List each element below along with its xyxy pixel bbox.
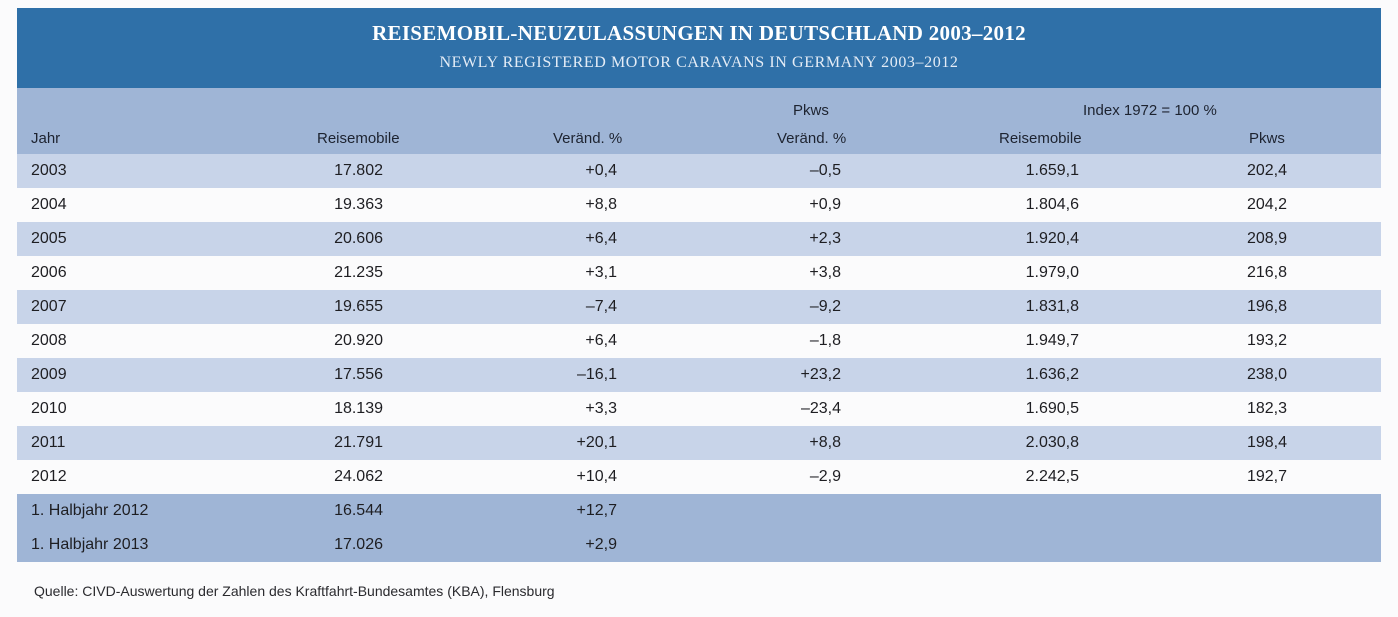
source-note: Quelle: CIVD-Auswertung der Zahlen des Kraftfahrt-Bundesamtes (KBA), Flensburg — [34, 583, 555, 599]
cell-year: 2006 — [31, 264, 67, 281]
cell-veraend-reisemobile: +10,4 — [576, 468, 617, 485]
cell-year: 2004 — [31, 196, 67, 213]
cell-reisemobile: 24.062 — [334, 468, 383, 485]
cell-index-pkws: 202,4 — [1246, 162, 1287, 179]
table-row — [17, 460, 1381, 494]
cell-index-reisemobile: 1.831,8 — [1025, 298, 1079, 315]
cell-veraend-reisemobile: +0,4 — [585, 162, 617, 179]
cell-index-pkws: 193,2 — [1246, 332, 1287, 349]
cell-veraend-pkws: +3,8 — [809, 264, 841, 281]
cell-index-reisemobile: 1.636,2 — [1025, 366, 1079, 383]
title-bar — [17, 8, 1381, 88]
header-index-group: Index 1972 = 100 % — [1083, 102, 1217, 119]
cell-index-pkws: 196,8 — [1246, 298, 1287, 315]
cell-reisemobile: 17.556 — [334, 366, 383, 383]
cell-veraend-reisemobile: +12,7 — [576, 502, 617, 519]
cell-reisemobile: 21.791 — [334, 434, 383, 451]
cell-reisemobile: 16.544 — [334, 502, 383, 519]
cell-index-pkws: 238,0 — [1246, 366, 1287, 383]
cell-veraend-pkws: +0,9 — [809, 196, 841, 213]
table-row — [17, 188, 1381, 222]
table-row — [17, 256, 1381, 290]
cell-reisemobile: 21.235 — [334, 264, 383, 281]
cell-reisemobile: 18.139 — [334, 400, 383, 417]
cell-reisemobile: 17.802 — [334, 162, 383, 179]
cell-index-pkws: 208,9 — [1246, 230, 1287, 247]
cell-veraend-pkws: +8,8 — [809, 434, 841, 451]
cell-index-pkws: 192,7 — [1246, 468, 1287, 485]
cell-veraend-reisemobile: +8,8 — [585, 196, 617, 213]
cell-index-pkws: 182,3 — [1246, 400, 1287, 417]
cell-veraend-pkws: +23,2 — [800, 366, 841, 383]
statistics-table — [17, 8, 1381, 562]
cell-veraend-reisemobile: +20,1 — [576, 434, 617, 451]
table-row — [17, 358, 1381, 392]
table-row — [17, 290, 1381, 324]
table-row — [17, 324, 1381, 358]
cell-reisemobile: 17.026 — [334, 536, 383, 553]
half-year-row — [17, 528, 1381, 562]
cell-year: 2011 — [31, 434, 66, 451]
header-index-reisemobile: Reisemobile — [999, 130, 1082, 147]
header-index-pkws: Pkws — [1249, 130, 1285, 147]
cell-reisemobile: 19.363 — [334, 196, 383, 213]
table-row — [17, 426, 1381, 460]
cell-index-pkws: 204,2 — [1246, 196, 1287, 213]
table-title: REISEMOBIL-NEUZULASSUNGEN IN DEUTSCHLAND 2003–2012 — [372, 21, 1026, 45]
cell-half-year-label: 1. Halbjahr 2012 — [31, 502, 149, 519]
cell-index-reisemobile: 1.949,7 — [1025, 332, 1079, 349]
cell-veraend-reisemobile: +3,1 — [585, 264, 617, 281]
cell-half-year-label: 1. Halbjahr 2013 — [31, 536, 149, 553]
cell-veraend-pkws: –23,4 — [800, 400, 841, 417]
cell-index-pkws: 216,8 — [1246, 264, 1287, 281]
header-pkws-group: Pkws — [793, 102, 829, 119]
cell-veraend-pkws: –0,5 — [809, 162, 841, 179]
cell-index-reisemobile: 1.659,1 — [1025, 162, 1079, 179]
cell-index-reisemobile: 2.030,8 — [1025, 434, 1079, 451]
cell-index-reisemobile: 2.242,5 — [1025, 468, 1079, 485]
header-veraend-pkws: Veränd. % — [777, 130, 847, 147]
cell-veraend-reisemobile: +6,4 — [585, 332, 617, 349]
cell-veraend-reisemobile: +2,9 — [585, 536, 617, 553]
cell-reisemobile: 20.920 — [334, 332, 383, 349]
cell-year: 2012 — [31, 468, 67, 485]
cell-year: 2009 — [31, 366, 67, 383]
cell-index-reisemobile: 1.979,0 — [1025, 264, 1079, 281]
cell-year: 2007 — [31, 298, 67, 315]
cell-veraend-reisemobile: –7,4 — [585, 298, 617, 315]
table-row — [17, 222, 1381, 256]
cell-index-pkws: 198,4 — [1246, 434, 1287, 451]
table-header — [17, 88, 1381, 154]
header-veraend-reisemobile: Veränd. % — [553, 130, 623, 147]
cell-veraend-pkws: –2,9 — [809, 468, 841, 485]
half-year-row — [17, 494, 1381, 528]
cell-reisemobile: 19.655 — [334, 298, 383, 315]
cell-index-reisemobile: 1.690,5 — [1025, 400, 1079, 417]
cell-index-reisemobile: 1.920,4 — [1025, 230, 1079, 247]
cell-year: 2005 — [31, 230, 67, 247]
header-reisemobile: Reisemobile — [317, 130, 400, 147]
table-body — [17, 154, 1381, 562]
cell-veraend-reisemobile: –16,1 — [576, 366, 617, 383]
cell-year: 2008 — [31, 332, 67, 349]
cell-veraend-reisemobile: +3,3 — [585, 400, 617, 417]
cell-veraend-reisemobile: +6,4 — [585, 230, 617, 247]
cell-index-reisemobile: 1.804,6 — [1025, 196, 1079, 213]
cell-year: 2003 — [31, 162, 67, 179]
header-year: Jahr — [31, 130, 61, 147]
cell-reisemobile: 20.606 — [334, 230, 383, 247]
cell-year: 2010 — [31, 400, 67, 417]
table-row — [17, 154, 1381, 188]
table-subtitle: NEWLY REGISTERED MOTOR CARAVANS IN GERMANY 2003–2012 — [439, 54, 959, 71]
table-row — [17, 392, 1381, 426]
cell-veraend-pkws: –9,2 — [809, 298, 841, 315]
cell-veraend-pkws: –1,8 — [809, 332, 841, 349]
cell-veraend-pkws: +2,3 — [809, 230, 841, 247]
